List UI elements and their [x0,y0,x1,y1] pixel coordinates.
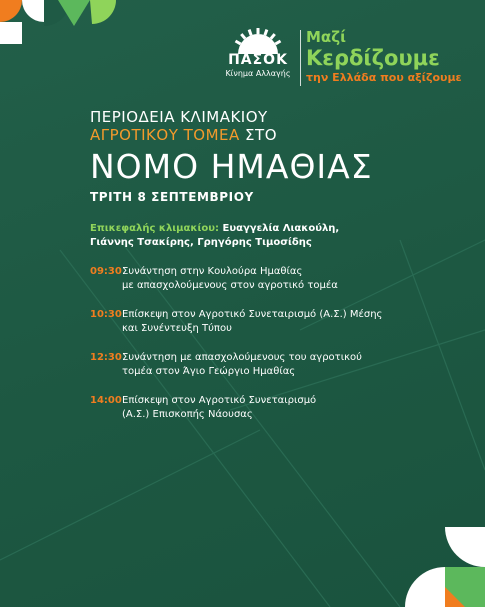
logo-divider [300,30,301,86]
corner-shapes-bottom-right [393,527,485,607]
schedule-list [90,265,460,437]
schedule-line1: Συνάντηση στην Κουλούρα Ημαθίας [122,266,303,277]
event-heading [90,108,450,205]
heading-line2-orange: ΑΓΡΟΤΙΚΟΥ ΤΟΜΕΑ [90,126,240,144]
corner-shapes-top-left [0,0,120,44]
schedule-time: 09:30 [90,266,122,277]
delegation-label: Επικεφαλής κλιμακίου: [90,223,220,234]
delegation-names-line2: Γιάννης Τσακίρης, Γρηγόρης Τιμοσίδης [90,237,312,248]
schedule-line1: Επίσκεψη στον Αγροτικό Συνεταιρισμό (Α.Σ.) Μέσης [122,309,383,320]
schedule-item [90,351,460,379]
logo-subtitle: Κίνημα Αλλαγής [225,69,291,78]
schedule-line1: Συνάντηση με απασχολούμενους του αγροτικού [122,352,362,363]
delegation-heads [90,222,450,250]
slogan-line2: Κερδίζουμε [306,46,440,70]
schedule-time: 12:30 [90,352,122,363]
schedule-line2: και Συνέντευξη Τύπου [122,323,232,334]
schedule-item [90,308,460,336]
heading-line2-rest: ΣΤΟ [239,126,277,144]
schedule-description [122,308,382,336]
slogan-line3: την Ελλάδα που αξίζουμε [306,71,462,84]
schedule-description [122,351,362,379]
party-logo [219,28,297,78]
schedule-line1: Επίσκεψη στον Αγροτικό Συνεταιρισμό [122,395,317,406]
heading-title: ΝΟΜΟ ΗΜΑΘΙΑΣ [90,147,373,186]
logo-name: ΠΑΣΟΚ [228,52,288,68]
schedule-line2: (Α.Σ.) Επισκοπής Νάουσας [122,409,253,420]
schedule-time: 14:00 [90,395,122,406]
heading-line1: ΠΕΡΙΟΔΕΙΑ ΚΛΙΜΑΚΙΟΥ [90,108,268,126]
schedule-line2: με απασχολούμενους στον αγροτικό τομέα [122,280,338,291]
schedule-description [122,265,338,293]
sun-logo-icon [230,28,286,54]
delegation-names-line1: Ευαγγελία Λιακούλη, [219,223,340,234]
slogan-line1: Μαζί [306,28,346,46]
event-date: ΤΡΙΤΗ 8 ΣΕΠΤΕΜΒΡΙΟΥ [90,190,254,204]
heading-line2 [90,126,450,144]
schedule-time: 10:30 [90,309,122,320]
slogan [306,28,462,85]
schedule-line2: τομέα στον Άγιο Γεώργιο Ημαθίας [122,366,296,377]
schedule-item [90,394,460,422]
schedule-description [122,394,316,422]
schedule-item [90,265,460,293]
